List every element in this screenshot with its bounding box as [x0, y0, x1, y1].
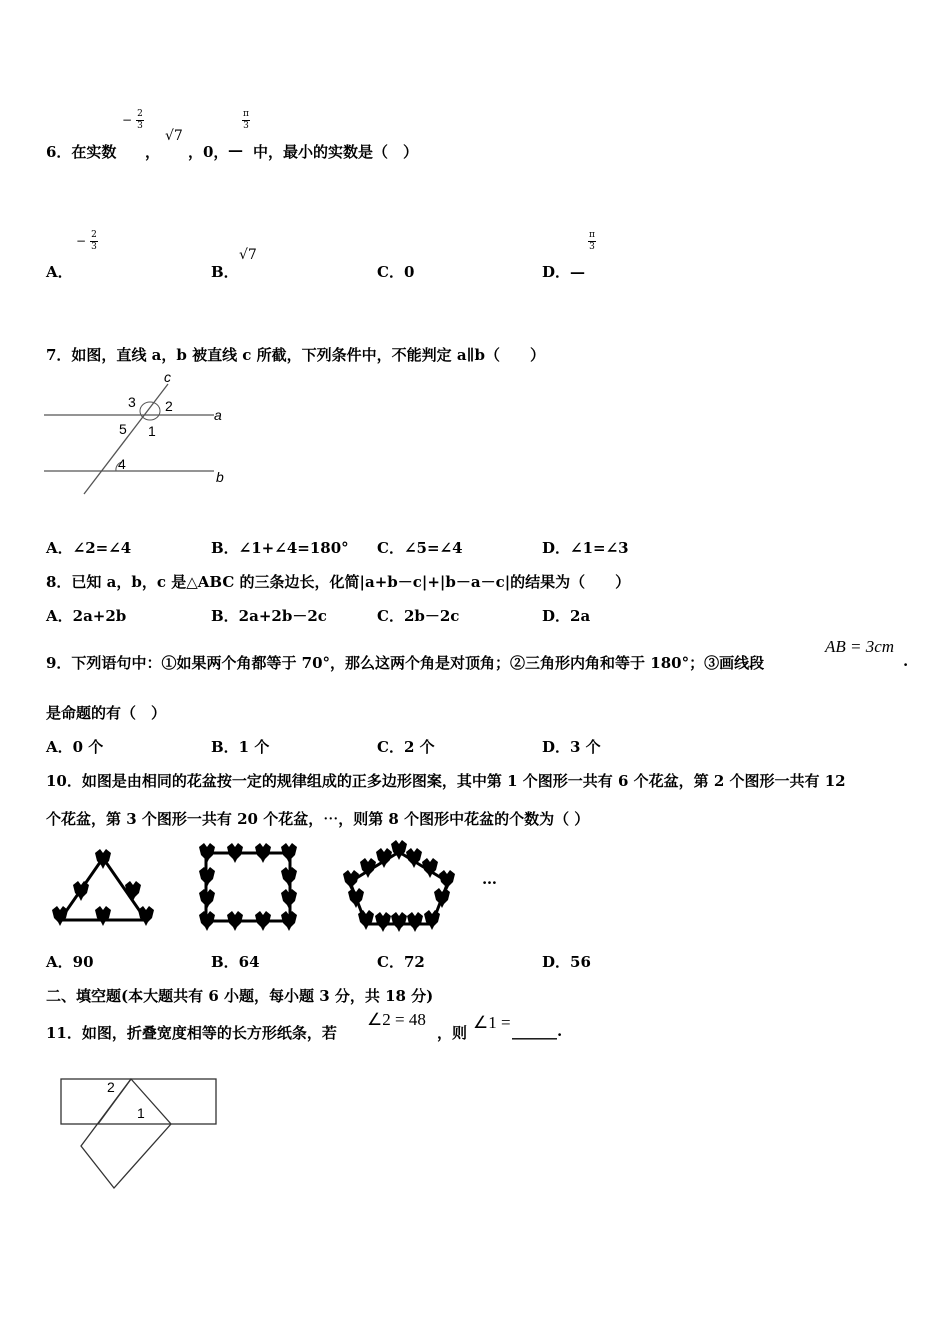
q6-zero: ，0，	[188, 143, 229, 161]
q9-option-d: D．3 个	[542, 738, 601, 756]
q11-mid: ，则	[437, 1024, 468, 1042]
q7-figure-parallel-lines	[44, 368, 244, 498]
q6-sqrt-seven: √7	[165, 128, 183, 144]
q6-option-d-num: π	[589, 230, 595, 240]
q9-option-a: A．0 个	[46, 738, 104, 756]
q11-blank: ______.	[512, 1022, 563, 1040]
q6-option-c: C．0	[377, 263, 415, 281]
q8-option-d: D．2a	[542, 607, 591, 625]
q7-label-3: 3	[128, 394, 136, 410]
q9-math-ab: AB = 3cm	[825, 637, 895, 656]
q10-figure-pentagon	[340, 840, 458, 934]
q11-label-1: 1	[137, 1105, 145, 1121]
q6-suffix: 中，最小的实数是（ ）	[253, 143, 419, 161]
q6-option-a-den: 3	[91, 242, 97, 252]
q6-frac-num: 2	[137, 109, 143, 119]
q10-ellipsis: …	[482, 870, 497, 888]
q11-text: 11．如图，折叠宽度相等的长方形纸条，若	[46, 1024, 337, 1042]
q11-math-angle1: ∠1 =	[473, 1013, 511, 1032]
q6-option-b: B．	[211, 263, 239, 281]
q6-option-d: D．—	[542, 263, 586, 281]
q10-line2: 个花盆，第 3 个图形一共有 20 个花盆，⋯，则第 8 个图形中花盆的个数为（ ）	[46, 810, 590, 828]
q7-label-a: a	[214, 407, 222, 423]
q7-option-c: C．∠5=∠4	[377, 539, 463, 557]
q6-option-a: A．	[46, 263, 73, 281]
q6-pi-den: 3	[243, 121, 249, 131]
q8-option-c: C．2b－2c	[377, 607, 460, 625]
q6-option-d-fraction	[588, 231, 596, 252]
q7-option-a: A．∠2=∠4	[46, 539, 132, 557]
q7-label-4: 4	[118, 456, 126, 472]
q9-tail: .	[903, 652, 909, 670]
q7-label-b: b	[216, 469, 224, 485]
q8-option-a: A．2a+2b	[46, 607, 127, 625]
q11-figure-folded-strip	[58, 1074, 222, 1194]
q6-pi-num: π	[243, 109, 249, 119]
q10-line1: 10．如图是由相同的花盆按一定的规律组成的正多边形图案，其中第 1 个图形一共有 6 个花盆，第 2 个图形一共有 12	[46, 772, 846, 790]
q7-label-1: 1	[148, 423, 156, 439]
q6-option-b-sqrt: √7	[239, 247, 257, 263]
q7-option-b: B．∠1+∠4=180°	[211, 539, 349, 557]
q10-option-c: C．72	[377, 953, 425, 971]
q7-text: 7．如图，直线 a，b 被直线 c 所截，下列条件中，不能判定 a∥b（ ）	[46, 346, 546, 364]
q6-option-a-num: 2	[91, 230, 97, 240]
q9-line2: 是命题的有（ ）	[46, 704, 167, 722]
q7-option-d: D．∠1=∠3	[542, 539, 629, 557]
q6-comma: ，	[145, 143, 161, 161]
q7-label-c: c	[164, 369, 171, 385]
q11-label-2: 2	[107, 1079, 115, 1095]
q9-option-b: B．1 个	[211, 738, 270, 756]
q6-minus: —	[228, 141, 243, 159]
q7-label-5: 5	[119, 421, 127, 437]
section-2-title: 二、填空题(本大题共有 6 小题，每小题 3 分，共 18 分)	[46, 987, 434, 1005]
q6-frac-den: 3	[137, 121, 143, 131]
q9-text: 9．下列语句中：①如果两个角都等于 70°，那么这两个角是对顶角；②三角形内角和等于 180°；③画线段	[46, 654, 765, 672]
q6-prefix: 6．在实数	[46, 143, 117, 161]
q7-label-2: 2	[165, 398, 173, 414]
q6-option-d-den: 3	[589, 242, 595, 252]
q9-option-c: C．2 个	[377, 738, 435, 756]
q10-option-b: B．64	[211, 953, 260, 971]
q10-option-d: D．56	[542, 953, 591, 971]
q6-fraction-pi-thirds	[242, 110, 250, 131]
q8-option-b: B．2a+2b－2c	[211, 607, 327, 625]
q10-figure-square	[196, 843, 300, 931]
q8-text: 8．已知 a，b，c 是△ABC 的三条边长，化简|a+b－c|+|b－a－c|的结果为（ ）	[46, 573, 631, 591]
q10-figure-triangle	[48, 848, 158, 930]
q11-math-angle2: ∠2 = 48	[367, 1010, 426, 1029]
q10-option-a: A．90	[46, 953, 94, 971]
